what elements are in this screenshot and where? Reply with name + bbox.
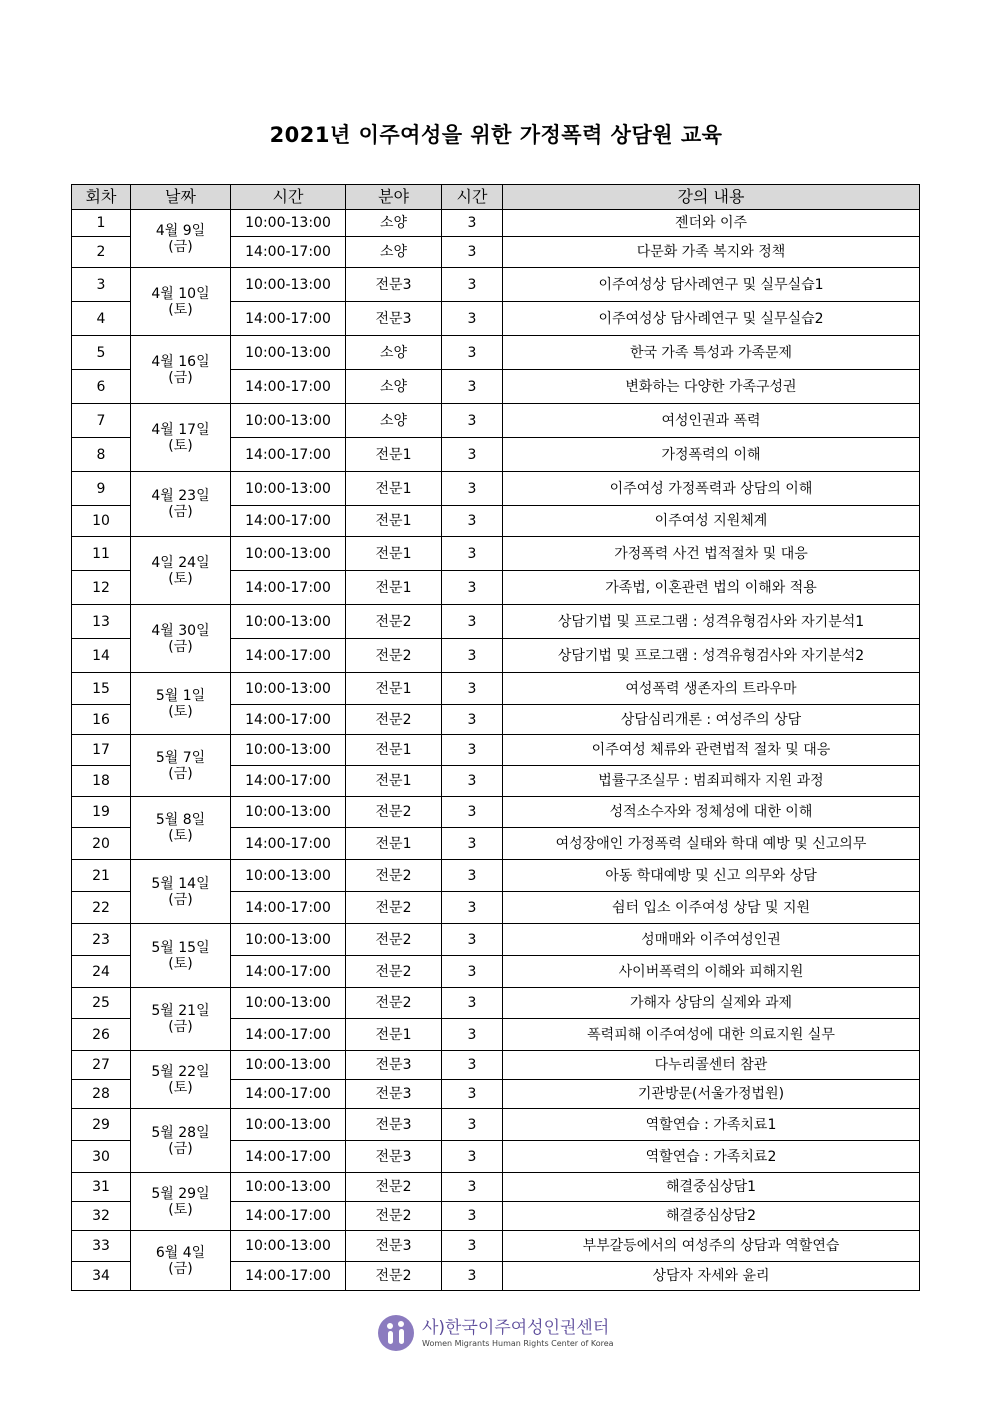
session-time: 10:00-13:00: [231, 924, 346, 956]
session-number: 33: [72, 1231, 131, 1262]
date-label: 5월 15일: [151, 939, 210, 956]
weekday-label: (토): [168, 828, 193, 844]
session-hours: 3: [442, 571, 503, 605]
session-content: 폭력피해 이주여성에 대한 의료지원 실무: [503, 1019, 920, 1051]
org-name-korean: 사)한국이주여성인권센터: [422, 1318, 610, 1338]
session-number: 21: [72, 860, 131, 892]
session-hours: 3: [442, 336, 503, 370]
weekday-label: (금): [168, 1140, 193, 1157]
session-hours: 3: [442, 1080, 503, 1109]
session-time: 14:00-17:00: [231, 1080, 346, 1109]
session-time: 14:00-17:00: [231, 956, 346, 988]
table-row: [72, 336, 920, 370]
session-time: 10:00-13:00: [231, 1109, 346, 1141]
session-hours: 3: [442, 506, 503, 537]
session-time: 14:00-17:00: [231, 438, 346, 472]
session-number: 34: [72, 1262, 131, 1291]
session-number: 20: [72, 828, 131, 860]
session-number: 6: [72, 370, 131, 404]
session-time: 14:00-17:00: [231, 506, 346, 537]
date-label: 6월 4일: [155, 1244, 206, 1261]
table-header-row: [72, 185, 920, 210]
session-field: 전문2: [346, 705, 442, 735]
session-time: 14:00-17:00: [231, 370, 346, 404]
session-content: 이주여성 지원체계: [503, 506, 920, 537]
session-number: 11: [72, 537, 131, 571]
session-time: 10:00-13:00: [231, 210, 346, 237]
col-header-date: 날짜: [131, 185, 231, 210]
date-label: 4월 16일: [151, 353, 210, 370]
session-hours: 3: [442, 1141, 503, 1173]
session-hours: 3: [442, 210, 503, 237]
weekday-label: (금): [168, 1019, 193, 1035]
date-label: 5월 29일: [151, 1185, 210, 1202]
session-time: 14:00-17:00: [231, 1262, 346, 1291]
session-field: 전문1: [346, 828, 442, 860]
session-hours: 3: [442, 735, 503, 766]
session-content: 해결중심상담1: [503, 1173, 920, 1202]
session-time: 14:00-17:00: [231, 1141, 346, 1173]
session-time: 10:00-13:00: [231, 537, 346, 571]
session-number: 16: [72, 705, 131, 735]
table-row: [72, 1173, 920, 1202]
session-hours: 3: [442, 673, 503, 705]
session-content: 여성인권과 폭력: [503, 404, 920, 438]
session-content: 상담기법 및 프로그램 : 성격유형검사와 자기분석1: [503, 605, 920, 639]
session-content: 쉼터 입소 이주여성 상담 및 지원: [503, 892, 920, 924]
weekday-label: (토): [168, 301, 193, 318]
date-label: 4일 24일: [151, 554, 210, 571]
session-time: 14:00-17:00: [231, 571, 346, 605]
session-field: 전문2: [346, 924, 442, 956]
session-content: 법률구조실무 : 범죄피해자 지원 과정: [503, 766, 920, 797]
table-row: [72, 797, 920, 828]
session-hours: 3: [442, 797, 503, 828]
session-time: 14:00-17:00: [231, 705, 346, 735]
date-label: 5월 22일: [151, 1063, 210, 1080]
col-header-time: 시간: [231, 185, 346, 210]
session-number: 24: [72, 956, 131, 988]
session-number: 28: [72, 1080, 131, 1109]
date-label: 5월 21일: [151, 1003, 210, 1019]
session-number: 1: [72, 210, 131, 237]
session-time: 10:00-13:00: [231, 336, 346, 370]
session-date: [131, 1109, 231, 1173]
session-field: 전문1: [346, 438, 442, 472]
session-number: 13: [72, 605, 131, 639]
session-number: 10: [72, 506, 131, 537]
session-hours: 3: [442, 1109, 503, 1141]
table-row: [72, 1109, 920, 1141]
date-label: 4월 17일: [151, 421, 210, 438]
session-hours: 3: [442, 892, 503, 924]
table-row: [72, 988, 920, 1019]
session-content: 여성폭력 생존자의 트라우마: [503, 673, 920, 705]
session-content: 다누리콜센터 참관: [503, 1051, 920, 1080]
session-date: [131, 1051, 231, 1109]
session-hours: 3: [442, 860, 503, 892]
session-content: 가정폭력의 이해: [503, 438, 920, 472]
session-field: 소양: [346, 237, 442, 268]
table-row: [72, 860, 920, 892]
session-time: 10:00-13:00: [231, 860, 346, 892]
weekday-label: (토): [168, 703, 193, 720]
date-label: 4월 23일: [151, 488, 210, 504]
table-row: [72, 472, 920, 506]
date-label: 5월 7일: [155, 749, 206, 766]
session-field: 전문3: [346, 1141, 442, 1173]
session-hours: 3: [442, 268, 503, 302]
session-content: 상담자 자세와 윤리: [503, 1262, 920, 1291]
table-row: [72, 404, 920, 438]
session-date: [131, 1231, 231, 1291]
date-label: 5월 8일: [155, 812, 206, 828]
session-field: 전문3: [346, 268, 442, 302]
session-field: 전문3: [346, 302, 442, 336]
org-logo-icon: [378, 1315, 414, 1351]
org-name-english: Women Migrants Human Rights Center of Korea: [422, 1339, 614, 1348]
session-content: 이주여성 가정폭력과 상담의 이해: [503, 472, 920, 506]
session-hours: 3: [442, 705, 503, 735]
session-time: 10:00-13:00: [231, 797, 346, 828]
weekday-label: (토): [168, 1079, 193, 1096]
table-row: [72, 673, 920, 705]
session-field: 전문1: [346, 673, 442, 705]
session-number: 32: [72, 1202, 131, 1231]
weekday-label: (금): [168, 638, 193, 655]
session-content: 역할연습 : 가족치료2: [503, 1141, 920, 1173]
date-label: 4월 10일: [151, 285, 210, 302]
session-field: 전문2: [346, 797, 442, 828]
session-number: 17: [72, 735, 131, 766]
table-row: [72, 537, 920, 571]
date-label: 5월 14일: [151, 875, 210, 892]
session-field: 전문1: [346, 472, 442, 506]
session-hours: 3: [442, 924, 503, 956]
col-header-hours: 시간: [442, 185, 503, 210]
session-field: 전문1: [346, 1019, 442, 1051]
weekday-label: (금): [168, 765, 193, 782]
session-field: 전문2: [346, 1173, 442, 1202]
session-number: 8: [72, 438, 131, 472]
session-field: 전문2: [346, 605, 442, 639]
session-field: 전문1: [346, 735, 442, 766]
session-number: 15: [72, 673, 131, 705]
session-field: 전문3: [346, 1080, 442, 1109]
session-hours: 3: [442, 988, 503, 1019]
session-date: [131, 336, 231, 404]
table-row: [72, 268, 920, 302]
session-hours: 3: [442, 370, 503, 404]
schedule-table: [71, 184, 920, 1291]
date-label: 5월 28일: [151, 1124, 210, 1141]
session-hours: 3: [442, 438, 503, 472]
date-label: 4월 9일: [155, 222, 206, 239]
session-time: 14:00-17:00: [231, 892, 346, 924]
weekday-label: (토): [168, 437, 193, 454]
session-hours: 3: [442, 237, 503, 268]
session-date: [131, 988, 231, 1051]
session-content: 한국 가족 특성과 가족문제: [503, 336, 920, 370]
session-number: 3: [72, 268, 131, 302]
document-title: 2021년 이주여성을 위한 가정폭력 상담원 교육: [269, 123, 723, 147]
table-row: [72, 924, 920, 956]
session-time: 10:00-13:00: [231, 404, 346, 438]
session-content: 여성장애인 가정폭력 실태와 학대 예방 및 신고의무: [503, 828, 920, 860]
session-hours: 3: [442, 1051, 503, 1080]
session-time: 14:00-17:00: [231, 828, 346, 860]
session-field: 소양: [346, 210, 442, 237]
session-number: 29: [72, 1109, 131, 1141]
session-date: [131, 404, 231, 472]
table-row: [72, 605, 920, 639]
session-number: 4: [72, 302, 131, 336]
session-number: 22: [72, 892, 131, 924]
session-content: 가정폭력 사건 법적절차 및 대응: [503, 537, 920, 571]
session-hours: 3: [442, 1231, 503, 1262]
weekday-label: (토): [168, 955, 193, 972]
session-time: 14:00-17:00: [231, 302, 346, 336]
session-hours: 3: [442, 537, 503, 571]
date-label: 5월 1일: [155, 687, 206, 704]
col-header-field: 분야: [346, 185, 442, 210]
table-row: [72, 735, 920, 766]
date-label: 4월 30일: [151, 622, 210, 639]
session-content: 역할연습 : 가족치료1: [503, 1109, 920, 1141]
session-time: 10:00-13:00: [231, 1231, 346, 1262]
table-row: [72, 1231, 920, 1262]
session-date: [131, 924, 231, 988]
session-date: [131, 472, 231, 537]
session-field: 전문2: [346, 892, 442, 924]
weekday-label: (토): [168, 1201, 193, 1218]
session-field: 전문3: [346, 1051, 442, 1080]
session-content: 다문화 가족 복지와 정책: [503, 237, 920, 268]
session-time: 14:00-17:00: [231, 1019, 346, 1051]
session-content: 성매매와 이주여성인권: [503, 924, 920, 956]
session-number: 23: [72, 924, 131, 956]
session-number: 5: [72, 336, 131, 370]
session-content: 상담기법 및 프로그램 : 성격유형검사와 자기분석2: [503, 639, 920, 673]
session-number: 2: [72, 237, 131, 268]
session-time: 10:00-13:00: [231, 472, 346, 506]
weekday-label: (금): [168, 369, 193, 386]
session-content: 기관방문(서울가정법원): [503, 1080, 920, 1109]
session-date: [131, 210, 231, 268]
weekday-label: (금): [168, 891, 193, 908]
session-date: [131, 1173, 231, 1231]
session-hours: 3: [442, 605, 503, 639]
session-time: 10:00-13:00: [231, 268, 346, 302]
session-content: 가해자 상담의 실제와 과제: [503, 988, 920, 1019]
session-field: 전문2: [346, 1202, 442, 1231]
session-date: [131, 673, 231, 735]
session-time: 14:00-17:00: [231, 766, 346, 797]
session-field: 전문2: [346, 956, 442, 988]
session-field: 전문1: [346, 571, 442, 605]
session-number: 7: [72, 404, 131, 438]
session-hours: 3: [442, 302, 503, 336]
session-time: 14:00-17:00: [231, 639, 346, 673]
session-field: 전문1: [346, 537, 442, 571]
session-time: 10:00-13:00: [231, 1173, 346, 1202]
session-field: 전문2: [346, 988, 442, 1019]
weekday-label: (금): [168, 1260, 193, 1277]
session-content: 해결중심상담2: [503, 1202, 920, 1231]
table-row: [72, 210, 920, 237]
session-number: 30: [72, 1141, 131, 1173]
session-number: 31: [72, 1173, 131, 1202]
session-time: 14:00-17:00: [231, 1202, 346, 1231]
session-date: [131, 797, 231, 860]
session-hours: 3: [442, 1019, 503, 1051]
session-content: 아동 학대예방 및 신고 의무와 상담: [503, 860, 920, 892]
session-time: 10:00-13:00: [231, 673, 346, 705]
session-content: 상담심리개론 : 여성주의 상담: [503, 705, 920, 735]
session-hours: 3: [442, 956, 503, 988]
session-time: 10:00-13:00: [231, 735, 346, 766]
session-hours: 3: [442, 639, 503, 673]
schedule-body: [72, 210, 920, 1291]
col-header-session-no: 회차: [72, 185, 131, 210]
session-content: 변화하는 다양한 가족구성권: [503, 370, 920, 404]
session-number: 18: [72, 766, 131, 797]
session-hours: 3: [442, 404, 503, 438]
session-field: 전문1: [346, 506, 442, 537]
session-number: 26: [72, 1019, 131, 1051]
session-content: 이주여성상 담사례연구 및 실무실습2: [503, 302, 920, 336]
session-content: 이주여성상 담사례연구 및 실무실습1: [503, 268, 920, 302]
session-content: 젠더와 이주: [503, 210, 920, 237]
col-header-content: 강의 내용: [503, 185, 920, 210]
session-content: 사이버폭력의 이해와 피해지원: [503, 956, 920, 988]
session-date: [131, 268, 231, 336]
session-number: 9: [72, 472, 131, 506]
session-number: 19: [72, 797, 131, 828]
session-content: 가족법, 이혼관련 법의 이해와 적용: [503, 571, 920, 605]
session-hours: 3: [442, 766, 503, 797]
session-field: 전문2: [346, 860, 442, 892]
session-date: [131, 537, 231, 605]
session-field: 전문2: [346, 1262, 442, 1291]
session-hours: 3: [442, 1262, 503, 1291]
session-number: 14: [72, 639, 131, 673]
session-field: 전문3: [346, 1231, 442, 1262]
session-hours: 3: [442, 472, 503, 506]
session-field: 전문1: [346, 766, 442, 797]
weekday-label: (금): [168, 504, 193, 520]
session-field: 전문3: [346, 1109, 442, 1141]
session-content: 이주여성 체류와 관련법적 절차 및 대응: [503, 735, 920, 766]
session-time: 10:00-13:00: [231, 1051, 346, 1080]
session-number: 12: [72, 571, 131, 605]
session-hours: 3: [442, 1173, 503, 1202]
session-date: [131, 605, 231, 673]
session-field: 전문2: [346, 639, 442, 673]
session-content: 성적소수자와 정체성에 대한 이해: [503, 797, 920, 828]
session-time: 10:00-13:00: [231, 988, 346, 1019]
weekday-label: (토): [168, 570, 193, 587]
session-content: 부부갈등에서의 여성주의 상담과 역할연습: [503, 1231, 920, 1262]
org-footer: [378, 1313, 638, 1355]
session-number: 25: [72, 988, 131, 1019]
session-date: [131, 860, 231, 924]
session-time: 10:00-13:00: [231, 605, 346, 639]
session-time: 14:00-17:00: [231, 237, 346, 268]
session-field: 소양: [346, 404, 442, 438]
weekday-label: (금): [168, 238, 193, 255]
table-row: [72, 1051, 920, 1080]
session-hours: 3: [442, 1202, 503, 1231]
session-hours: 3: [442, 828, 503, 860]
session-field: 소양: [346, 336, 442, 370]
session-number: 27: [72, 1051, 131, 1080]
session-date: [131, 735, 231, 797]
session-field: 소양: [346, 370, 442, 404]
